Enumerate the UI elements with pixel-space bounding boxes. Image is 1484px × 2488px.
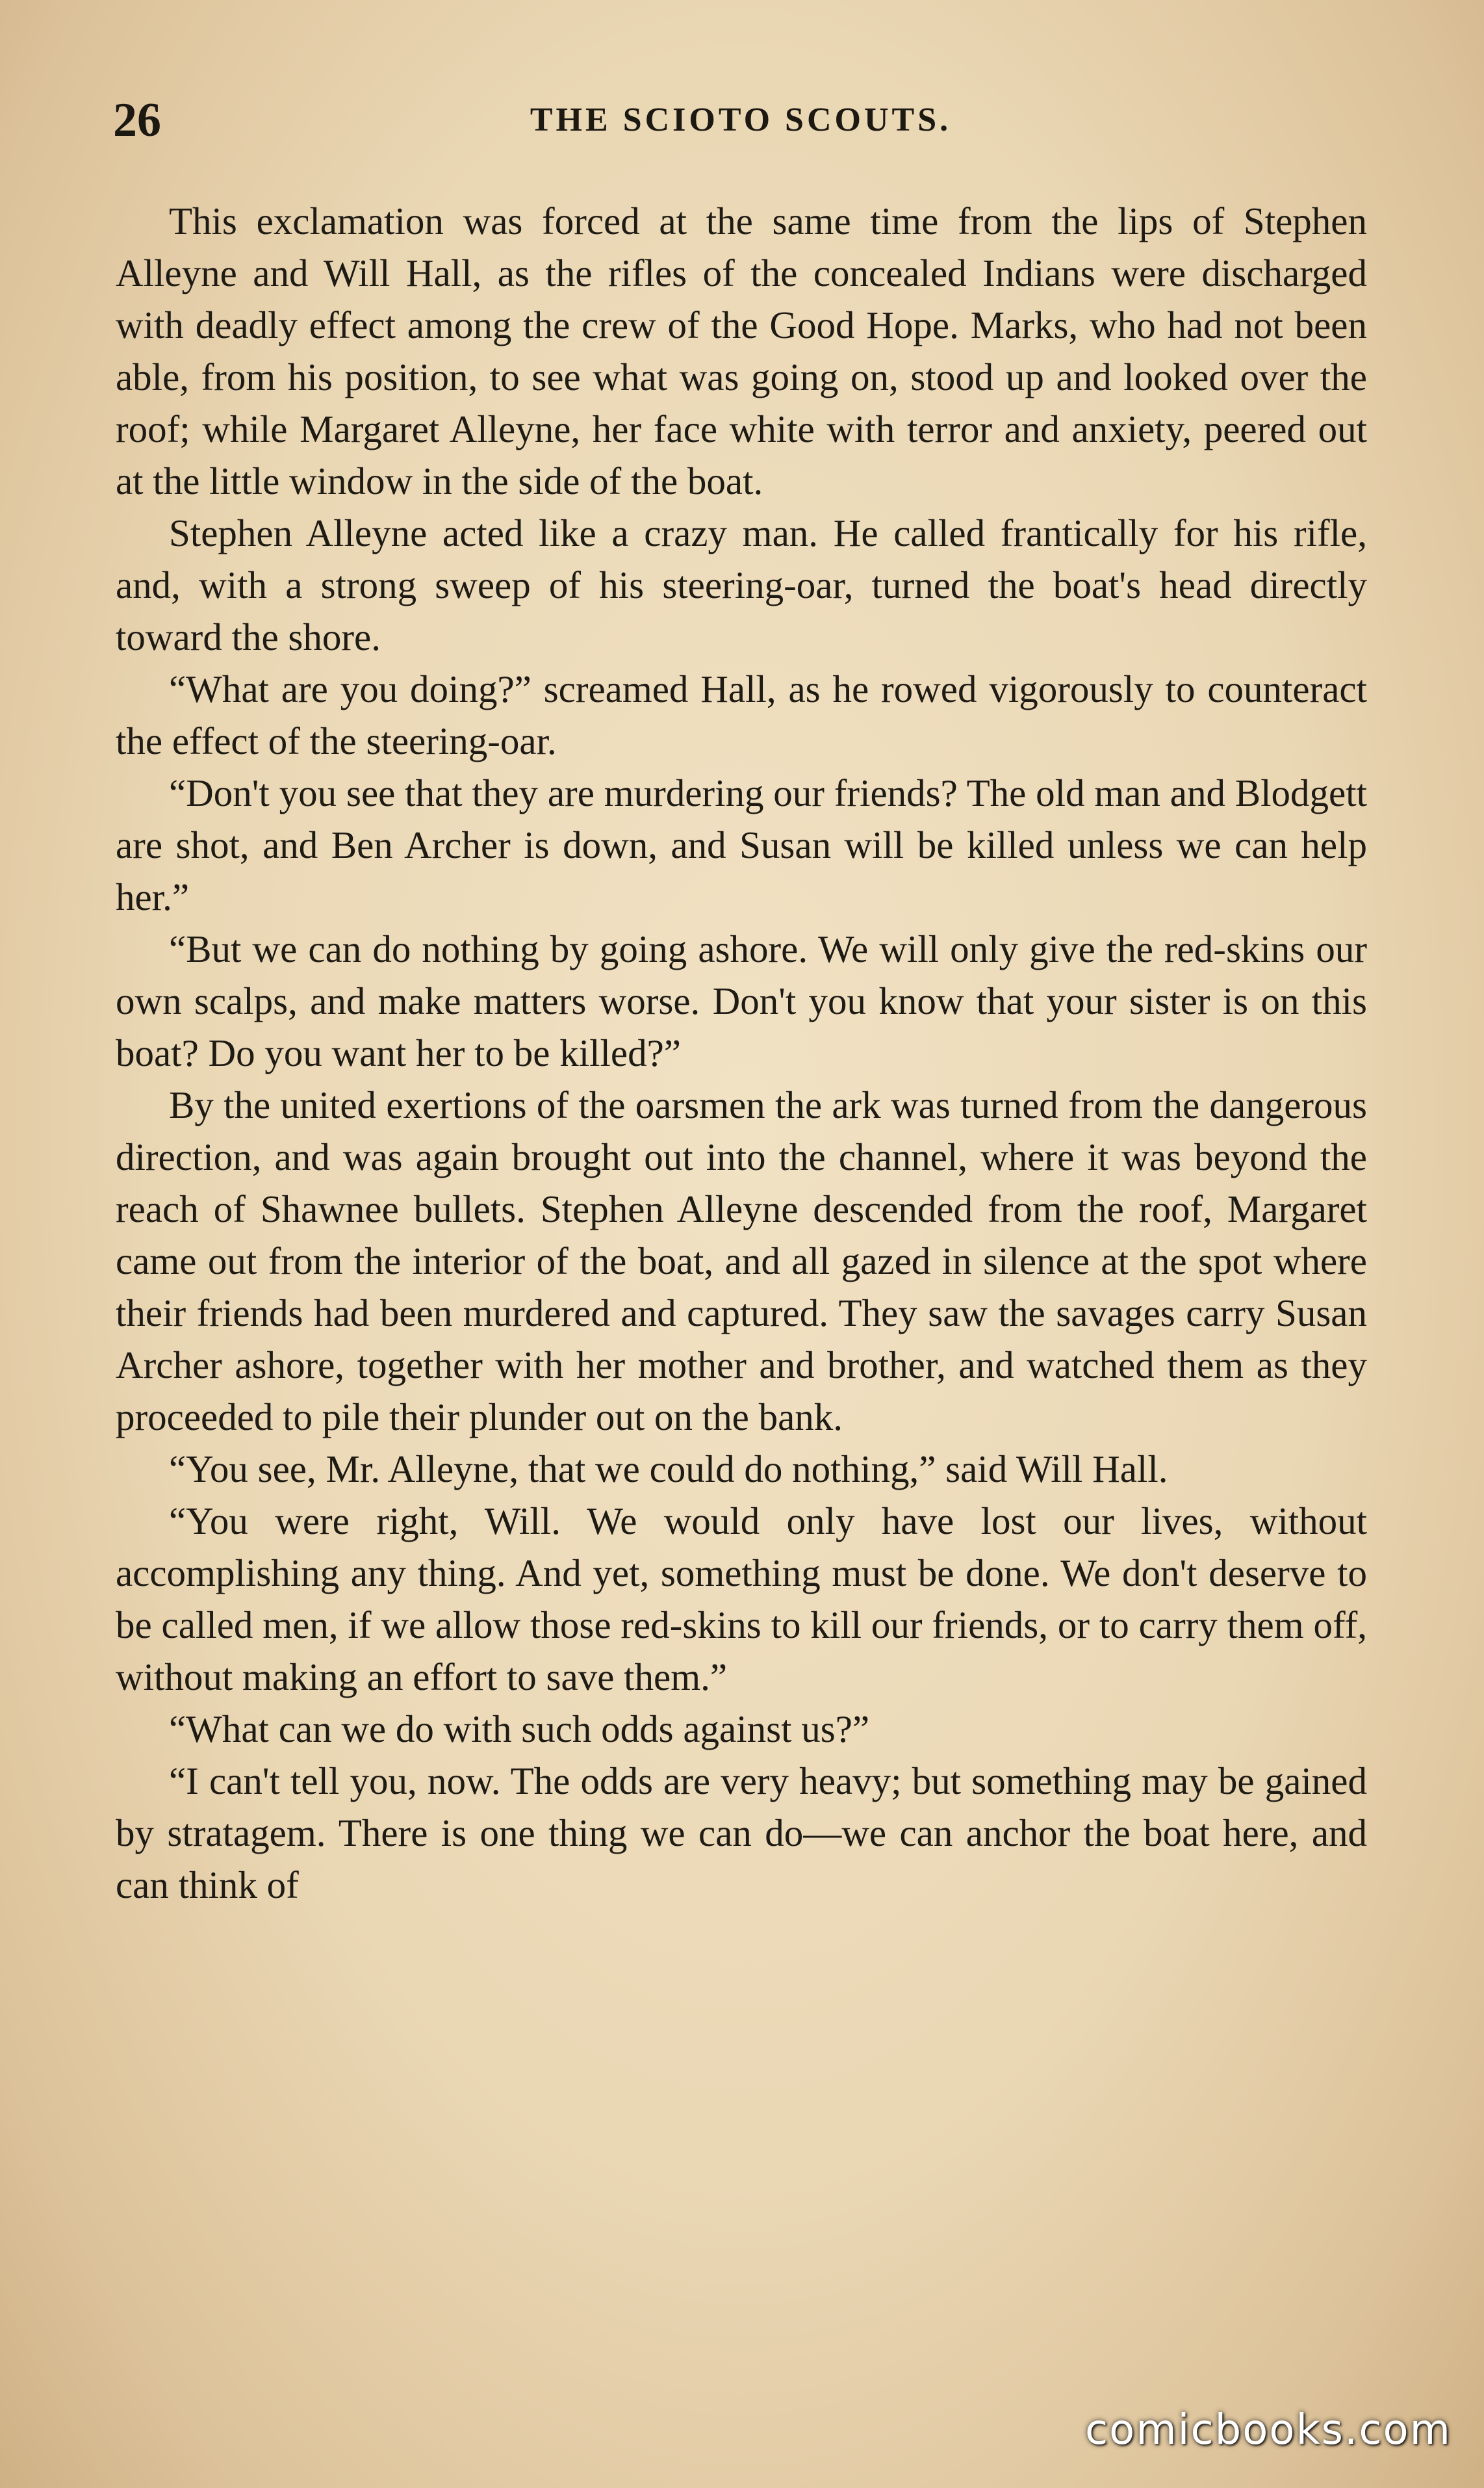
paragraph: “You see, Mr. Alleyne, that we could do nothing,” said Will Hall. bbox=[169, 1447, 1168, 1490]
paragraph: Stephen Alleyne acted like a crazy man. He called frantically for his rifle, and, with a strong sweep of his steering-oar, turned the boat's head directly toward the shore. bbox=[116, 512, 1367, 658]
page-number: 26 bbox=[113, 94, 161, 147]
paragraph: “What can we do with such odds against us?” bbox=[169, 1707, 870, 1750]
paragraph: “Don't you see that they are murdering our friends? The old man and Blodgett are shot, and Ben Archer is down, and Susan will be killed unless we can help her.” bbox=[116, 771, 1367, 918]
paragraph: “I can't tell you, now. The odds are very heavy; but something may be gained by stratagem. There is one thing we can do—we can anchor the boat here, and can think of bbox=[116, 1759, 1367, 1906]
paragraph: “But we can do nothing by going ashore. We will only give the red-skins our own scalps, and make matters worse. Don't you know that your sister is on this boat? Do you want her to be killed?” bbox=[116, 927, 1367, 1074]
page-header bbox=[110, 91, 1371, 149]
paragraph: This exclamation was forced at the same time from the lips of Stephen Alleyne and Will Hall, as the rifles of the concealed Indians were discharged with deadly effect among the crew of the Good Hope. Marks, who had not been able, from his position, to see what was going on, stood up and looked over the roof; while Margaret Alleyne, her face white with terror and anxiety, peered out at the little window in the side of the boat. bbox=[116, 200, 1367, 502]
paragraph: “You were right, Will. We would only have lost our lives, without accomplishing any thing. And yet, something must be done. We don't deserve to be called men, if we allow those red-skins to kill our friends, or to carry them off, without making an effort to save them.” bbox=[116, 1499, 1367, 1698]
paragraph: “What are you doing?” screamed Hall, as he rowed vigorously to counteract the effect of the steering-oar. bbox=[116, 667, 1367, 762]
watermark: comicbooks.com bbox=[1084, 2406, 1452, 2454]
paragraph: By the united exertions of the oarsmen the ark was turned from the dangerous direction, and was again brought out into the channel, where it was beyond the reach of Shawnee bullets. Stephen Alleyne descended from the roof, Margaret came out from the interior of the boat, and all gazed in silence at the spot where their friends had been murdered and captured. They saw the savages carry Susan Archer ashore, together with her mother and brother, and watched them as they proceeded to pile their plunder out on the bank. bbox=[116, 1083, 1367, 1438]
running-head: THE SCIOTO SCOUTS. bbox=[530, 101, 952, 138]
body-text bbox=[116, 195, 1367, 1911]
